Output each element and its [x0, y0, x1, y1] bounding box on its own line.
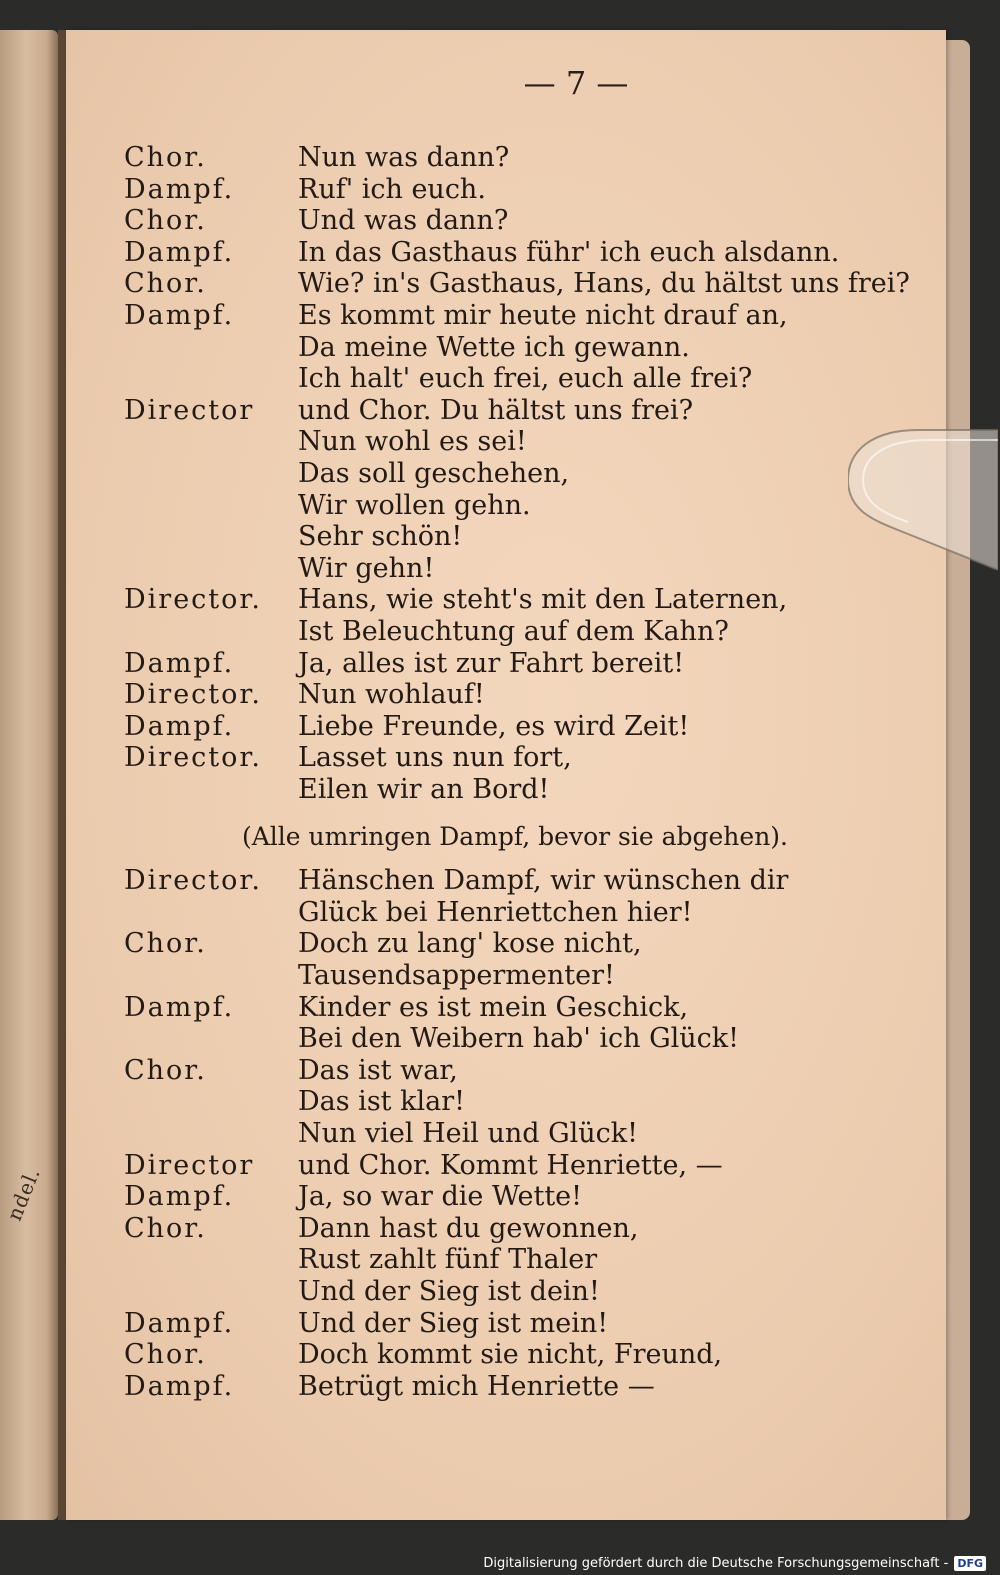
speaker-name: Chor.: [124, 1054, 207, 1086]
script-line: [66, 521, 946, 553]
script-line: [66, 332, 946, 364]
script-line: [66, 774, 946, 806]
speech-text: Nun was dann?: [298, 142, 510, 173]
speech-text: Rust zahlt fünf Thaler: [298, 1244, 598, 1276]
speaker-name: Dampf.: [124, 991, 235, 1023]
speaker-name: Dampf.: [124, 1307, 235, 1339]
speech-text: Und was dann?: [298, 205, 509, 237]
speech-text: In das Gasthaus führ' ich euch alsdann.: [298, 236, 840, 268]
script-line: [66, 1181, 946, 1213]
script-line: [66, 458, 946, 490]
speech-text: Ja, so war die Wette!: [298, 1181, 583, 1213]
speech-text: Glück bei Henriettchen hier!: [298, 896, 693, 928]
speech-text: Ja, alles ist zur Fahrt bereit!: [298, 647, 685, 679]
speaker-name: Director.: [124, 742, 262, 774]
script-line: [66, 553, 946, 585]
speech-text: Doch zu lang' kose nicht,: [298, 928, 642, 960]
speech-text: und Chor. Kommt Henriette, —: [298, 1149, 723, 1181]
speech-text: Kinder es ist mein Geschick,: [298, 991, 689, 1023]
speech-text: Dann hast du gewonnen,: [298, 1212, 639, 1244]
script-line: [66, 426, 946, 458]
speech-text: Das ist war,: [298, 1054, 458, 1086]
stage-direction: (Alle umringen Dampf, bevor sie abgehen).: [242, 821, 788, 851]
speaker-name: Director.: [124, 679, 262, 711]
speech-text: Das ist klar!: [298, 1086, 465, 1118]
script-line: [66, 992, 946, 1024]
script-line: [66, 616, 946, 648]
speech-text: Tausendsappermenter!: [298, 960, 615, 991]
script-line: [66, 1118, 946, 1150]
script-line: [66, 1023, 946, 1055]
script-line: [66, 960, 946, 992]
speech-text: Ist Beleuchtung auf dem Kahn?: [298, 616, 729, 647]
script-line: [66, 205, 946, 237]
speech-text: Und der Sieg ist mein!: [298, 1307, 609, 1339]
speaker-name: Dampf.: [124, 1181, 235, 1213]
speech-text: Betrügt mich Henriette —: [298, 1370, 655, 1402]
script-line: [66, 742, 946, 774]
script-line: [66, 648, 946, 680]
script-line: [66, 490, 946, 522]
script-line: [66, 679, 946, 711]
script-line: [66, 1371, 946, 1403]
speaker-name: Chor.: [124, 1212, 207, 1244]
previous-page-edge: [0, 30, 58, 1520]
speech-text: Ruf' ich euch.: [298, 173, 486, 205]
speech-text: Wie? in's Gasthaus, Hans, du hältst uns frei?: [298, 268, 910, 300]
speaker-name: Chor.: [124, 142, 207, 173]
script-line: [66, 268, 946, 300]
script-line: [66, 865, 946, 897]
script-line: [66, 1308, 946, 1340]
speaker-name: Chor.: [124, 268, 207, 300]
previous-page-text-fragment: ndel.: [2, 1163, 45, 1224]
book-page: [66, 30, 946, 1520]
speech-text: Eilen wir an Bord!: [298, 774, 550, 805]
speaker-name: Director.: [124, 584, 262, 616]
script-line: [66, 1055, 946, 1087]
script-line: [66, 1150, 946, 1182]
speaker-name: Director: [124, 394, 255, 426]
speech-text: Nun wohlauf!: [298, 679, 485, 711]
speaker-name: Chor.: [124, 205, 207, 237]
speaker-name: Dampf.: [124, 647, 235, 679]
speaker-name: Director.: [124, 865, 262, 897]
speech-text: Nun wohl es sei!: [298, 426, 527, 458]
speech-text: Bei den Weibern hab' ich Glück!: [298, 1023, 740, 1055]
speech-text: und Chor. Du hältst uns frei?: [298, 394, 694, 426]
speaker-name: Dampf.: [124, 173, 235, 205]
speaker-name: Director: [124, 1149, 255, 1181]
script-line: [66, 395, 946, 427]
script-line: [66, 142, 946, 174]
dfg-logo: DFG: [954, 1556, 986, 1571]
script-line: [66, 1244, 946, 1276]
speech-text: Ich halt' euch frei, euch alle frei?: [298, 363, 753, 395]
footer-text: Digitalisierung gefördert durch die Deutsche Forschungsgemeinschaft -: [483, 1555, 949, 1571]
script-lines: [66, 30, 946, 1520]
script-line: [66, 711, 946, 743]
speech-text: Lasset uns nun fort,: [298, 742, 572, 774]
speaker-name: Dampf.: [124, 236, 235, 268]
speaker-name: Chor.: [124, 928, 207, 960]
script-line: [66, 584, 946, 616]
script-line: [66, 1339, 946, 1371]
script-line: [66, 897, 946, 929]
script-line: [66, 822, 946, 854]
speech-text: Wir gehn!: [298, 552, 435, 584]
speech-text: Wir wollen gehn.: [298, 489, 531, 521]
speaker-name: Chor.: [124, 1339, 207, 1371]
page-number: — 7 —: [523, 64, 629, 102]
script-line: [66, 1276, 946, 1308]
speech-text: Sehr schön!: [298, 521, 463, 553]
script-line: [66, 1086, 946, 1118]
speech-text: Hans, wie steht's mit den Laternen,: [298, 584, 788, 616]
speech-text: Da meine Wette ich gewann.: [298, 331, 690, 363]
script-line: [66, 928, 946, 960]
speech-text: Liebe Freunde, es wird Zeit!: [298, 710, 690, 742]
speech-text: Nun viel Heil und Glück!: [298, 1118, 639, 1149]
script-line: [66, 1213, 946, 1245]
speaker-name: Dampf.: [124, 300, 235, 331]
speech-text: Hänschen Dampf, wir wünschen dir: [298, 865, 789, 897]
script-line: [66, 363, 946, 395]
digitization-footer: [483, 1553, 986, 1573]
script-line: [66, 174, 946, 206]
speech-text: Und der Sieg ist dein!: [298, 1276, 600, 1307]
speaker-name: Dampf.: [124, 710, 235, 742]
speech-text: Doch kommt sie nicht, Freund,: [298, 1339, 723, 1371]
speech-text: Das soll geschehen,: [298, 458, 570, 489]
script-line: [66, 300, 946, 332]
speaker-name: Dampf.: [124, 1370, 235, 1402]
script-line: [66, 237, 946, 269]
speech-text: Es kommt mir heute nicht drauf an,: [298, 300, 788, 331]
